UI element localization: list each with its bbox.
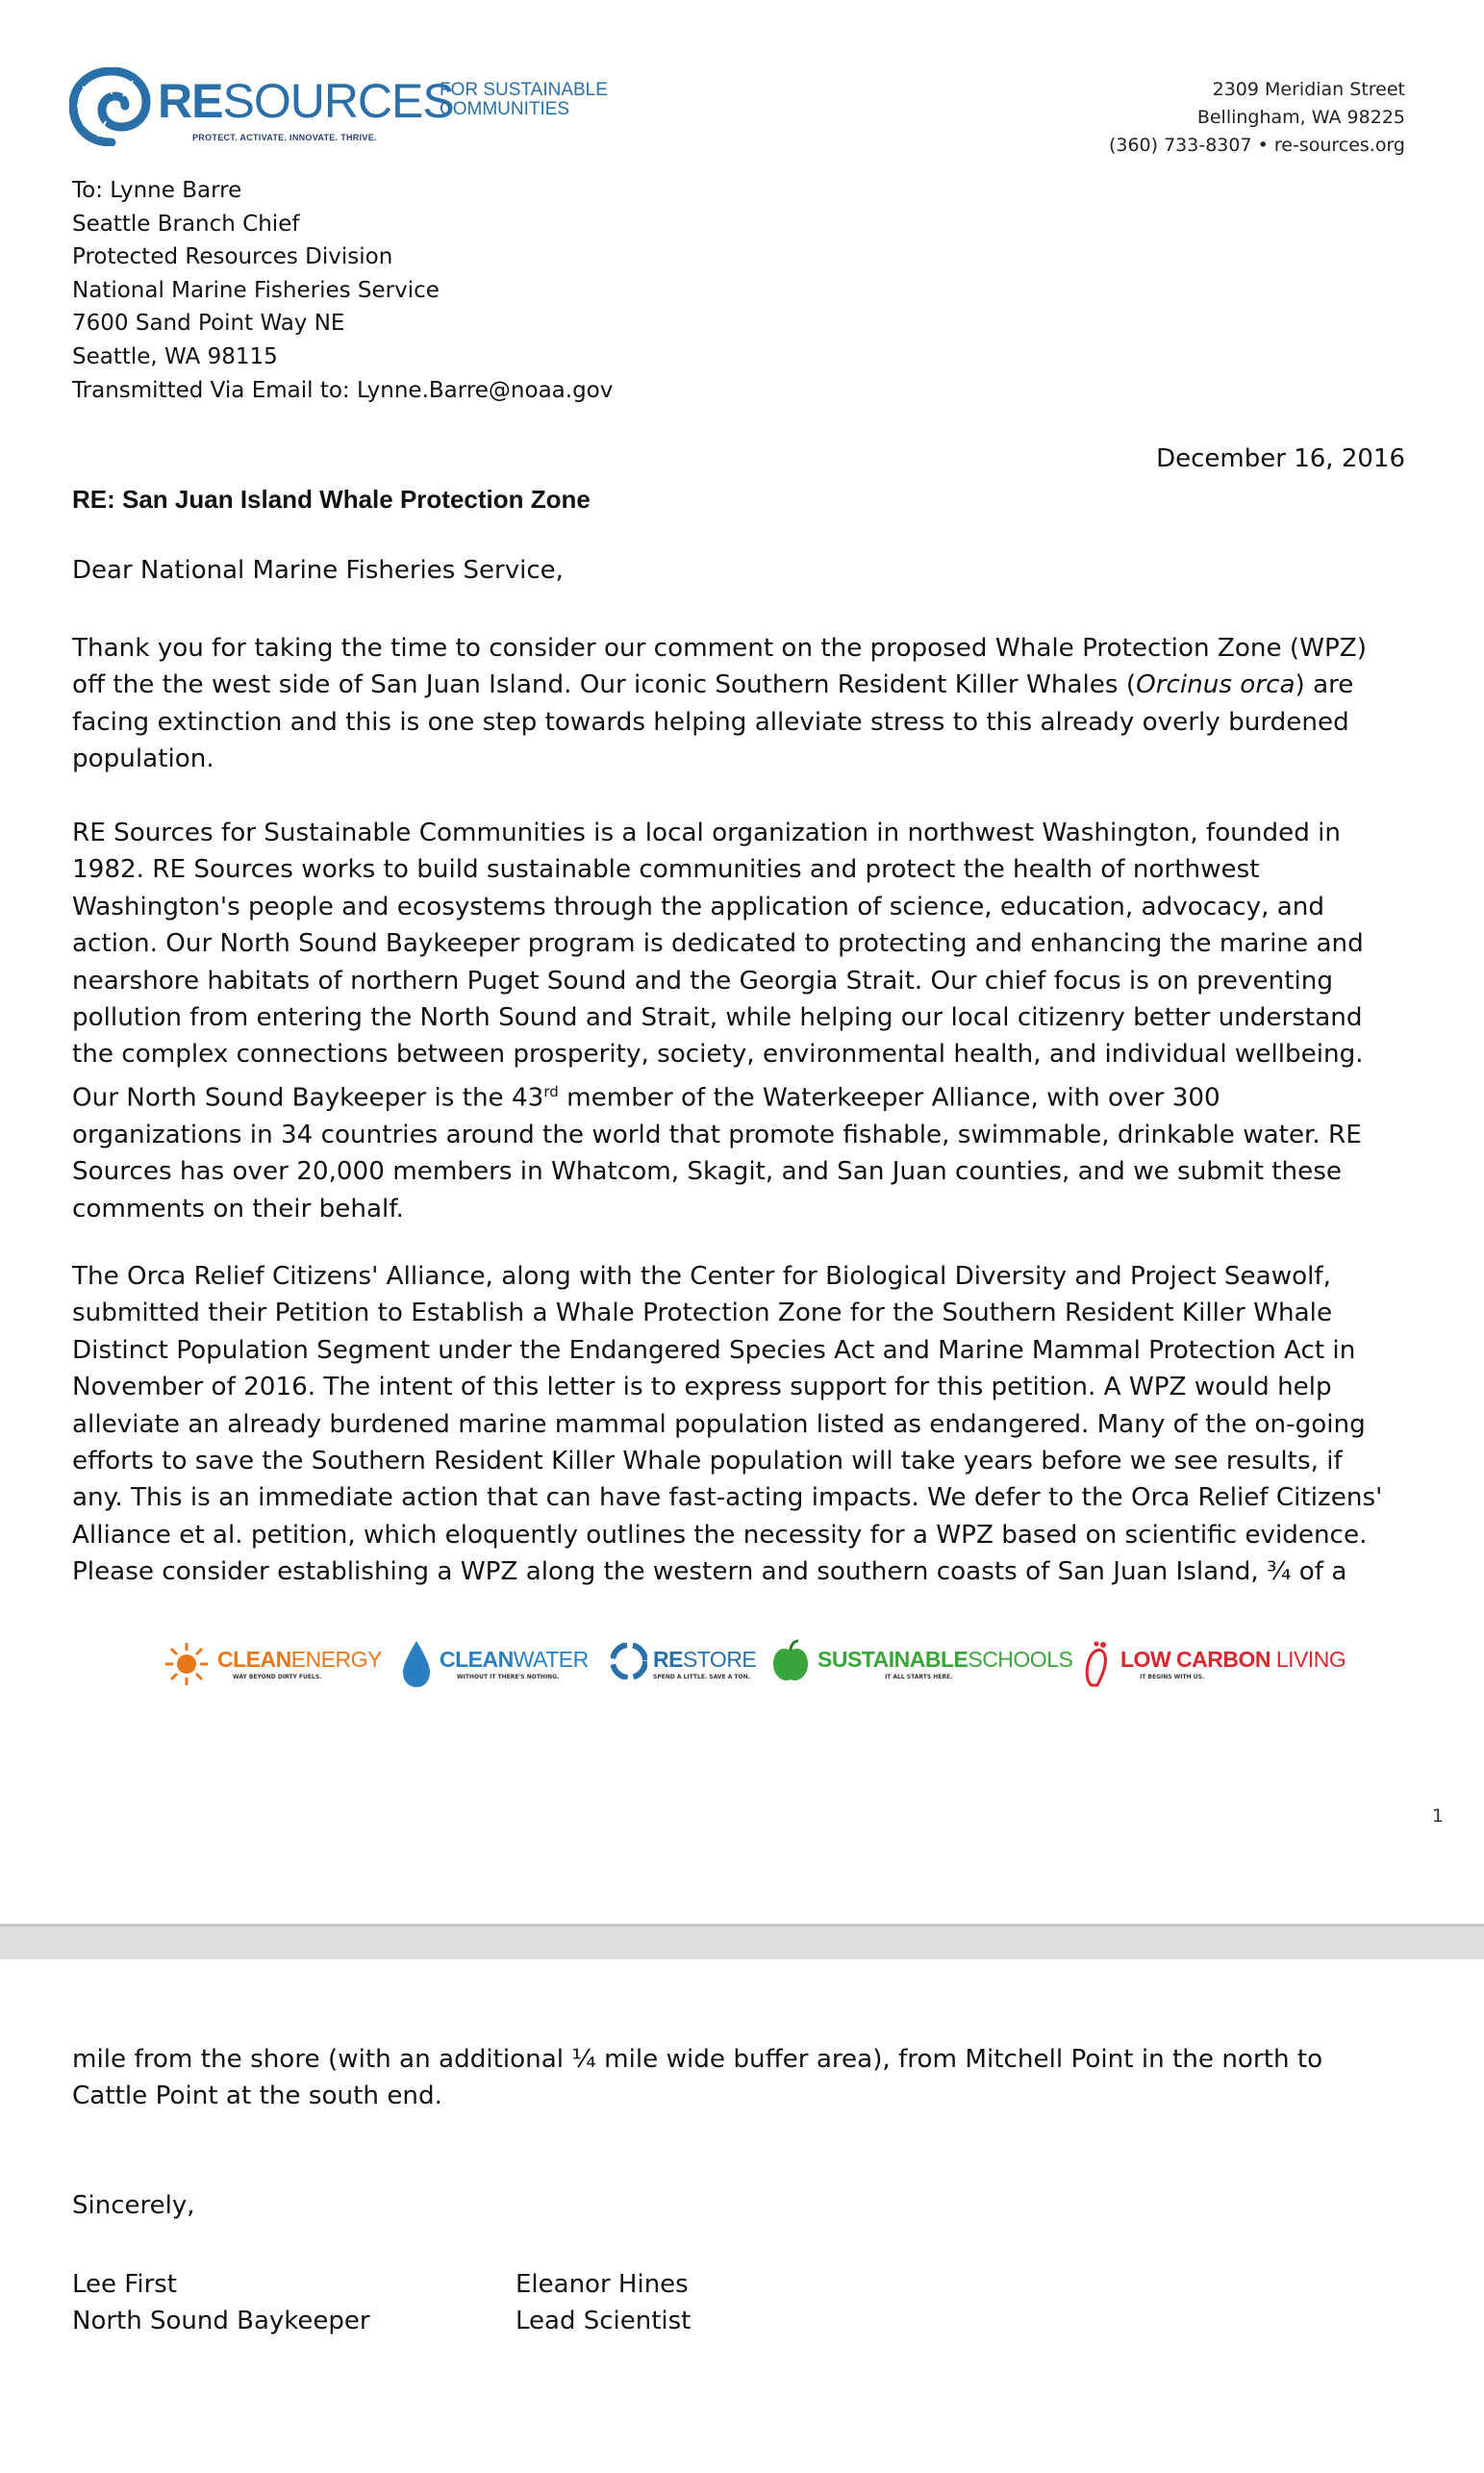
paragraph-continuation: mile from the shore (with an additional ¼ mile wide buffer area), from Mitchell Point in the north to Cattle Point at the south end. — [72, 2045, 1323, 2111]
signature-block — [72, 2266, 370, 2340]
address-contact: (360) 733-8307 • re-sources.org — [1108, 135, 1405, 156]
recipient-line: Protected Resources Division — [72, 244, 393, 270]
recipient-line: National Marine Fisheries Service — [72, 277, 440, 303]
logo-subtitle: FOR SUSTAINABLE COMMUNITIES — [440, 80, 608, 119]
signature-block — [516, 2266, 691, 2340]
letter-date: December 16, 2016 — [1156, 444, 1405, 473]
signatory-title: Lead Scientist — [516, 2307, 692, 2336]
address-street: 2309 Meridian Street — [1212, 79, 1405, 100]
page-separator — [0, 1924, 1484, 1959]
paragraph-petition: The Orca Relief Citizens' Alliance, along with the Center for Biological Diversity and Project Seawolf, submitted their Petition to Establish a Whale Protection Zone for the Southern Resident Killer Whale Distinct Population Segment under the Endangered Species Act and Marine Mammal Protection Act in November of 2016. The intent of this letter is to express support for this petition. A WPZ would help alleviate an already burdened marine mammal population listed as endangered. Many of the on-going efforts to save the Southern Resident Killer Whale population will take years before we see results, if any. This is an immediate action that can have fast-acting impacts. We defer to the Orca Relief Citizens' Alliance et al. petition, which eloquently outlines the necessity for a WPZ based on scientific evidence. Please consider establishing a WPZ along the western and southern coasts of San Juan Island, ¾ of a — [72, 1262, 1383, 1587]
subject-line: RE: San Juan Island Whale Protection Zone — [72, 485, 591, 514]
signatory-name: Eleanor Hines — [516, 2270, 689, 2299]
paragraph-organization: RE Sources for Sustainable Communities is a local organization in northwest Washington, founded in 1982. RE Sources works to build sustainable communities and protect the health of northwest Washington's people and ecosystems through the application of science, education, advocacy, and action. Our North Sound Baykeeper program is dedicated to protecting and enhancing the marine and nearshore habitats of northern Puget Sound and the Georgia Strait. Our chief focus is on preventing pollution from entering the North Sound and Strait, while helping our local citizenry better understand the complex connections between prosperity, society, environmental health, and individual wellbeing. Our North Sound Baykeeper is the 43rd member of the Waterkeeper Alliance, with over 300 organizations in 34 countries around the world that promote fishable, swimmable, drinkable water. RE Sources has over 20,000 members in Whatcom, Skagit, and San Juan counties, and we submit these comments on their behalf. — [72, 819, 1364, 1224]
letter-page-2 — [0, 1959, 1484, 2473]
sender-address — [1109, 76, 1405, 160]
page-number: 1 — [1431, 1805, 1444, 1827]
re-sources-logo — [69, 67, 646, 164]
recipient-block — [72, 174, 613, 407]
signatory-name: Lee First — [72, 2270, 178, 2299]
logo-tagline: PROTECT. ACTIVATE. INNOVATE. THRIVE. — [192, 133, 377, 142]
nautilus-shell-icon — [69, 67, 154, 146]
recycle-icon — [611, 1643, 647, 1679]
recipient-line: To: Lynne Barre — [72, 178, 242, 203]
address-city: Bellingham, WA 98225 — [1196, 107, 1405, 128]
footprint-icon — [1082, 1639, 1111, 1689]
recipient-line: Seattle Branch Chief — [72, 211, 300, 237]
signatory-title: North Sound Baykeeper — [72, 2307, 370, 2336]
apple-icon — [771, 1639, 810, 1683]
sun-icon — [163, 1641, 210, 1687]
water-drop-icon — [401, 1639, 432, 1689]
paragraph-intro: Thank you for taking the time to consider our comment on the proposed Whale Protection Zone (WPZ) off the the west side of San Juan Island. Our iconic Southern Resident Killer Whales (Orcinus orca) are facing extinction and this is one step towards helping alleviate stress to this already overly burdened population. — [72, 634, 1367, 774]
logo-wordmark: RESOURCES — [158, 74, 454, 128]
recipient-line: Seattle, WA 98115 — [72, 343, 278, 369]
program-logos: CLEANENERGY WAY BEYOND DIRTY FUELS. CLEANWATER WITHOUT IT THERE'S NOTHING. RESTORE SPEND A LITTLE. SAVE A TON. SUSTAINABLESCHOOLS IT ALL STARTS HERE. LOW CARBON LIVING IT BEGINS WITH US. — [163, 1635, 1366, 1693]
closing: Sincerely, — [72, 2191, 195, 2220]
recipient-line: 7600 Sand Point Way NE — [72, 311, 345, 337]
salutation: Dear National Marine Fisheries Service, — [72, 556, 564, 585]
recipient-line: Transmitted Via Email to: Lynne.Barre@noaa.gov — [72, 377, 614, 403]
